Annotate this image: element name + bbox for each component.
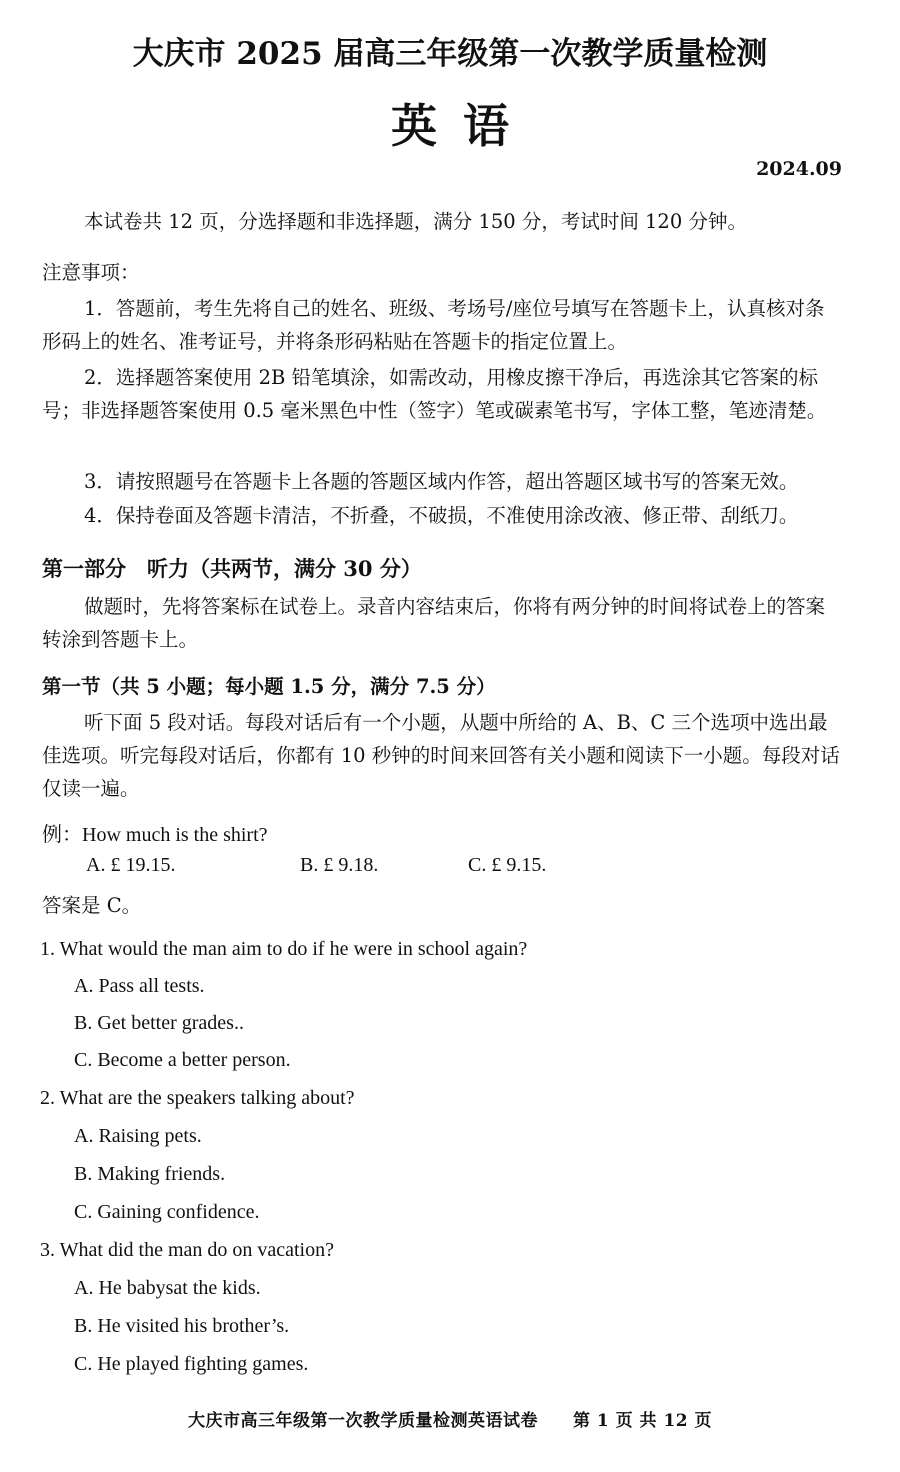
notes-heading: 注意事项： (42, 261, 140, 284)
note-item-2: 2．选择题答案使用 2B 铅笔填涂，如需改动，用橡皮擦干净后，再选涂其它答案的标号；非选择题答案使用 0.5 毫米黑色中性（签字）笔或碳素笔书写，字体工整，笔迹清楚。 (42, 366, 827, 422)
example-option-b: B. £ 9.18. (300, 854, 379, 876)
question-1-stem: 1. What would the man aim to do if he were in school again? (40, 938, 528, 960)
exam-date: 2024.09 (756, 158, 842, 180)
question-2-stem: 2. What are the speakers talking about? (40, 1087, 355, 1109)
intro-text: 本试卷共 12 页，分选择题和非选择题，满分 150 分，考试时间 120 分钟。 (84, 210, 747, 233)
example-option-a: A. £ 19.15. (86, 854, 176, 876)
part1-instructions: 做题时，先将答案标在试卷上。录音内容结束后，你将有两分钟的时间将试卷上的答案转涂到答题卡上。 (42, 595, 826, 651)
section1-heading: 第一节（共 5 小题；每小题 1.5 分，满分 7.5 分） (42, 675, 496, 698)
part1-heading: 第一部分 听力（共两节，满分 30 分） (42, 556, 422, 581)
question-3-stem: 3. What did the man do on vacation? (40, 1239, 334, 1261)
question-1-option-b: B. Get better grades.. (74, 1012, 244, 1034)
example-question: 例：How much is the shirt? (42, 824, 268, 846)
note-item-4: 4．保持卷面及答题卡清洁，不折叠，不破损，不准使用涂改液、修正带、刮纸刀。 (84, 504, 799, 527)
question-2-option-c: C. Gaining confidence. (74, 1201, 260, 1223)
question-3-option-b: B. He visited his brother’s. (74, 1315, 290, 1337)
question-1-option-c: C. Become a better person. (74, 1049, 291, 1071)
subject-title: 英语 (391, 99, 535, 153)
question-3-option-c: C. He played fighting games. (74, 1353, 309, 1375)
question-3-option-a: A. He babysat the kids. (74, 1277, 261, 1299)
note-item-1: 1．答题前，考生先将自己的姓名、班级、考场号/座位号填写在答题卡上，认真核对条形码上的姓名、准考证号，并将条形码粘贴在答题卡的指定位置上。 (42, 297, 825, 353)
exam-title: 大庆市 2025 届高三年级第一次教学质量检测 (132, 36, 768, 72)
question-1-option-a: A. Pass all tests. (74, 975, 205, 997)
example-option-c: C. £ 9.15. (468, 854, 547, 876)
example-answer: 答案是 C。 (42, 894, 142, 917)
question-2-option-b: B. Making friends. (74, 1163, 226, 1185)
section1-instructions: 听下面 5 段对话。每段对话后有一个小题，从题中所给的 A、B、C 三个选项中选出最佳选项。听完每段对话后，你都有 10 秒钟的时间来回答有关小题和阅读下一小题。每段对话仅读一遍。 (42, 711, 840, 800)
page-footer: 大庆市高三年级第一次教学质量检测英语试卷 第 1 页 共 12 页 (187, 1411, 713, 1431)
question-2-option-a: A. Raising pets. (74, 1125, 202, 1147)
note-item-3: 3．请按照题号在答题卡上各题的答题区域内作答，超出答题区域书写的答案无效。 (84, 470, 799, 493)
